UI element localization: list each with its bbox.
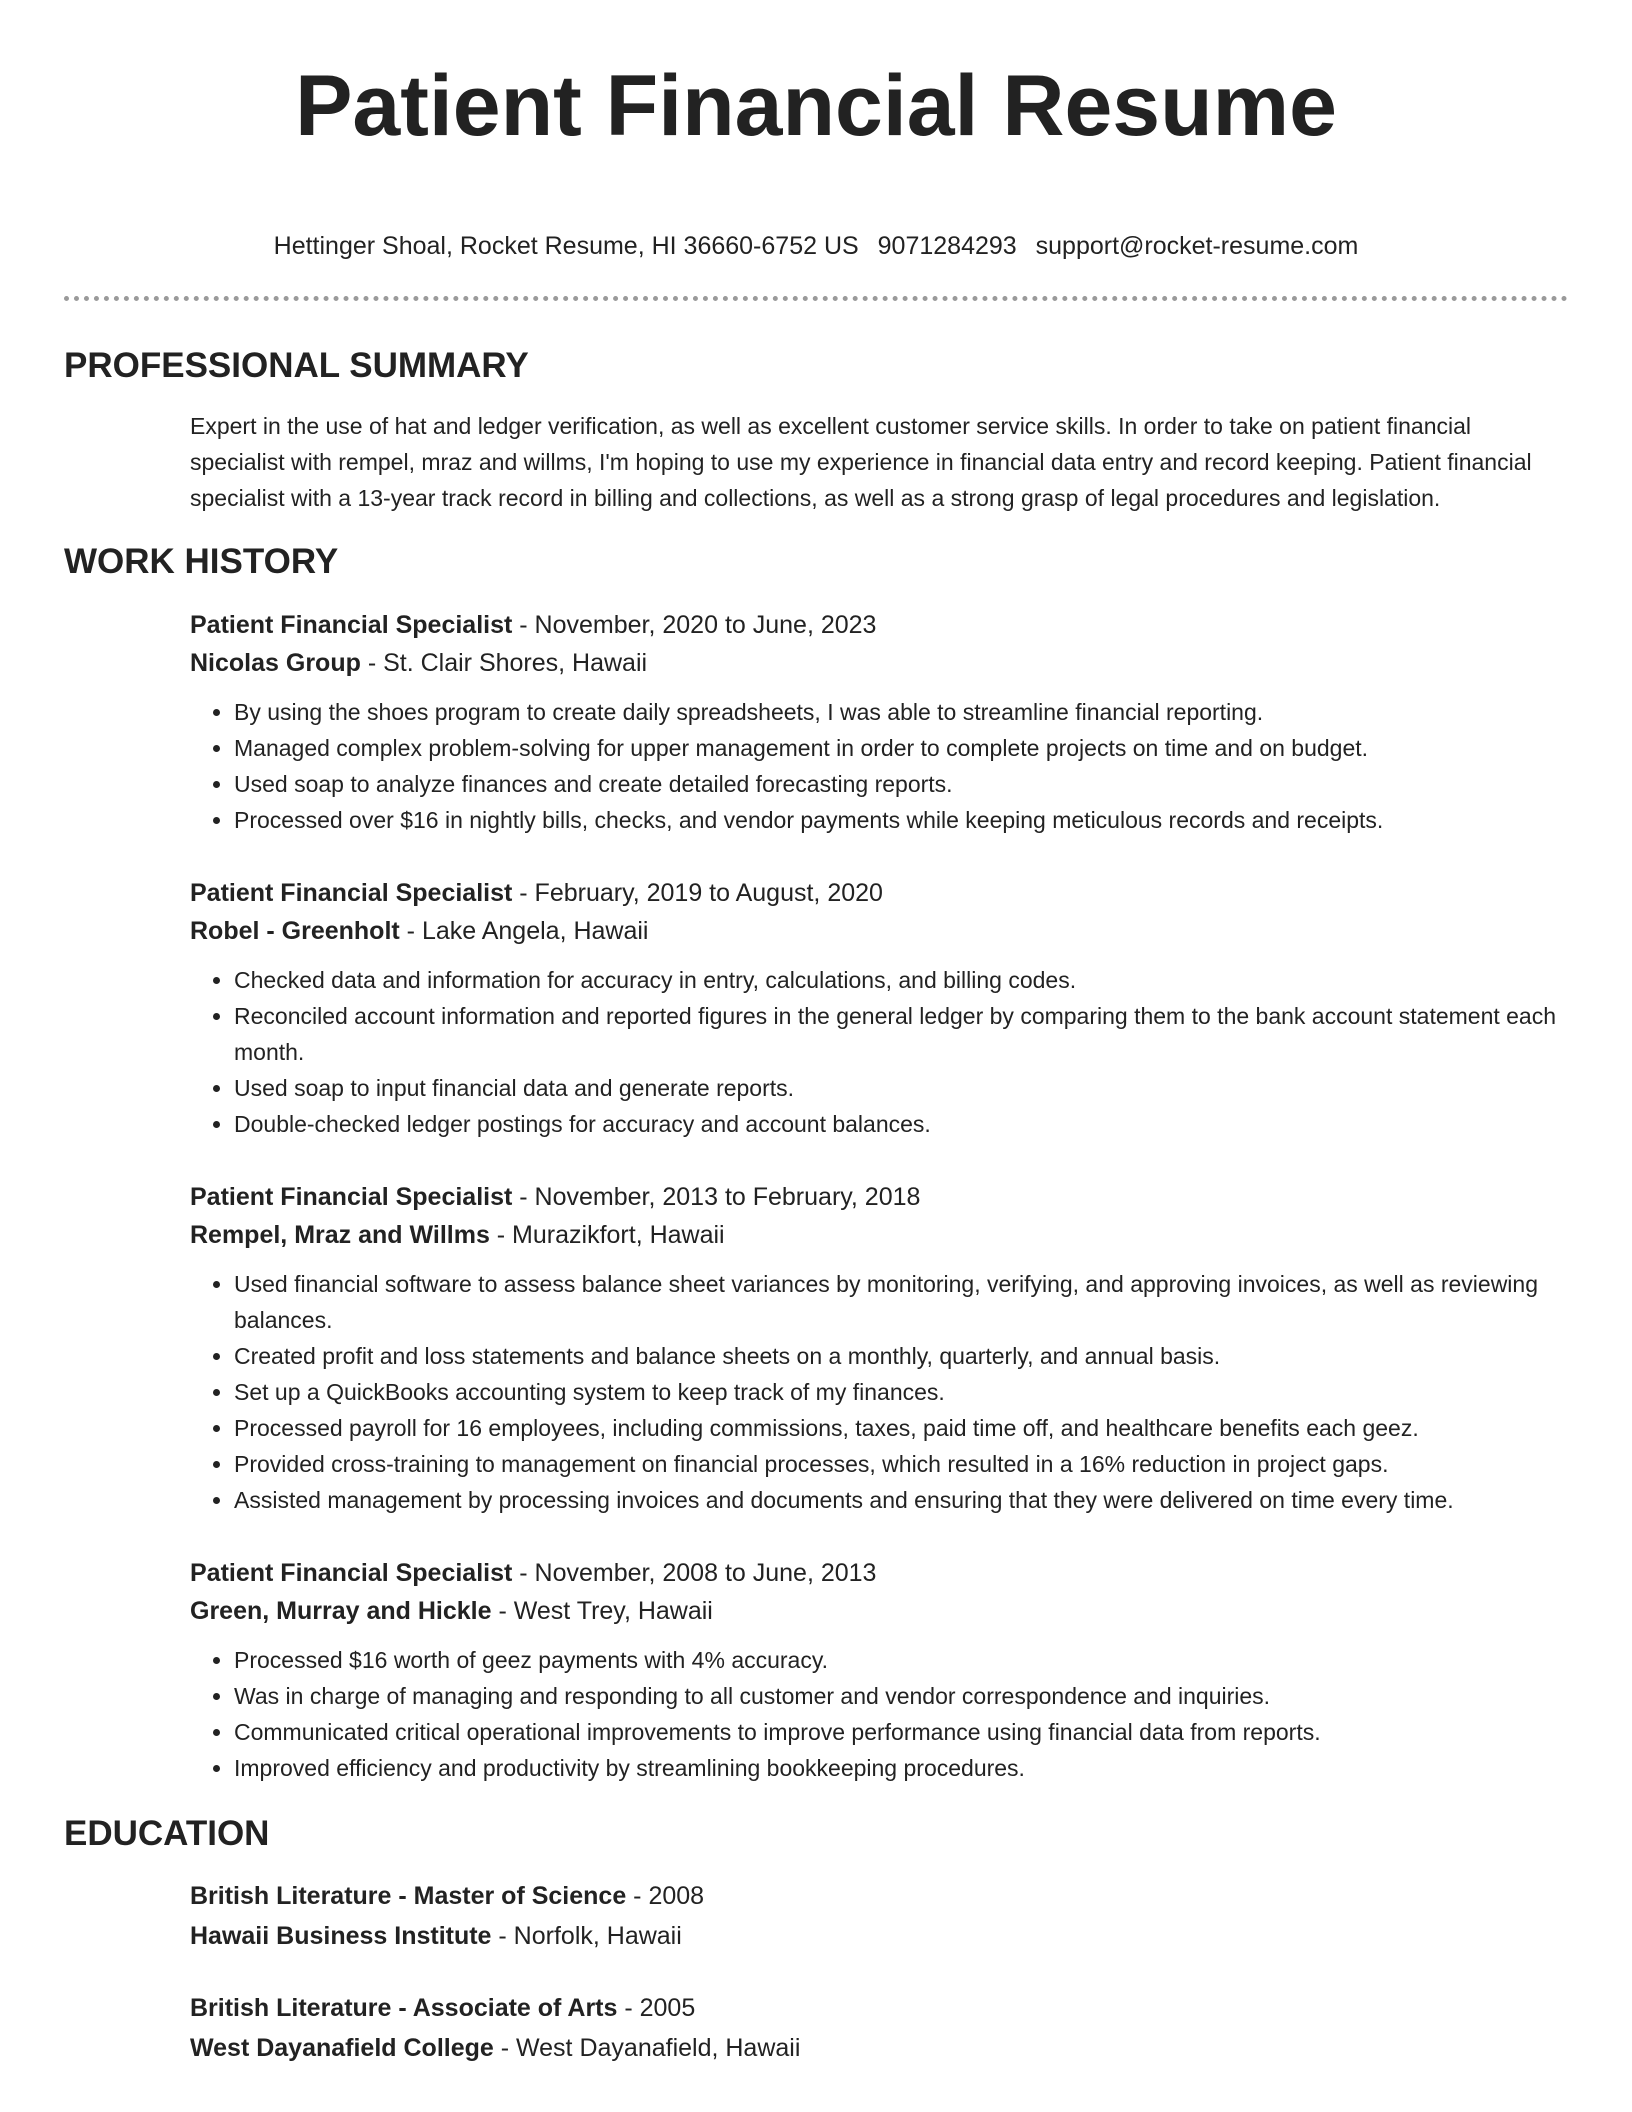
job-dates: - February, 2019 to August, 2020 bbox=[512, 879, 883, 907]
job-location: - Lake Angela, Hawaii bbox=[399, 917, 649, 945]
job-entry bbox=[190, 874, 1568, 1142]
job-bullet: • Communicated critical operational improvements to improve performance using financial data from reports. bbox=[234, 1714, 1568, 1750]
job-bullet: • Used financial software to assess balance sheet variances by monitoring, verifying, and approving invoices, as well as reviewing balances. bbox=[234, 1266, 1568, 1338]
summary-text: Expert in the use of hat and ledger verification, as well as excellent customer service skills. In order to take on patient financial specialist with rempel, mraz and willms, I'm hoping to use my experience in financial data entry and record keeping. Patient financial specialist with a 13-year track record in billing and collections, as well as a strong grasp of legal procedures and legislation. bbox=[190, 413, 1532, 511]
job-location: - Murazikfort, Hawaii bbox=[489, 1221, 725, 1249]
education-school-line bbox=[190, 2028, 1568, 2068]
job-bullet: • By using the shoes program to create daily spreadsheets, I was able to streamline financial reporting. bbox=[234, 694, 1568, 730]
job-bullets bbox=[190, 1266, 1568, 1518]
job-company-line bbox=[190, 644, 1568, 682]
job-bullets bbox=[190, 694, 1568, 838]
resume-name: Patient Financial Resume bbox=[295, 58, 1337, 154]
job-bullet: • Assisted management by processing invoices and documents and ensuring that they were delivered on time every time. bbox=[234, 1482, 1568, 1518]
job-bullet: • Used soap to analyze finances and create detailed forecasting reports. bbox=[234, 766, 1568, 802]
contact-address: Hettinger Shoal, Rocket Resume, HI 36660-6752 US bbox=[273, 232, 859, 260]
section-title-education: EDUCATION bbox=[64, 1814, 270, 1853]
job-bullet: • Created profit and loss statements and balance sheets on a monthly, quarterly, and annual basis. bbox=[234, 1338, 1568, 1374]
job-dates: - November, 2020 to June, 2023 bbox=[512, 611, 877, 639]
header-divider bbox=[64, 296, 1568, 301]
job-company: Robel - Greenholt bbox=[190, 917, 400, 945]
job-bullet: • Processed over $16 in nightly bills, checks, and vendor payments while keeping meticulous records and receipts. bbox=[234, 802, 1568, 838]
education-degree: British Literature - Master of Science bbox=[190, 1882, 627, 1910]
job-dates: - November, 2008 to June, 2013 bbox=[512, 1559, 877, 1587]
job-bullet: • Reconciled account information and reported figures in the general ledger by comparing them to the bank account statement each month. bbox=[234, 998, 1568, 1070]
job-company: Nicolas Group bbox=[190, 649, 361, 677]
job-dates: - November, 2013 to February, 2018 bbox=[512, 1183, 921, 1211]
contact-line bbox=[64, 230, 1568, 262]
education-location: - West Dayanafield, Hawaii bbox=[493, 2034, 801, 2062]
job-title-line bbox=[190, 1554, 1568, 1592]
education-entry bbox=[190, 1876, 1568, 1956]
job-bullet: • Was in charge of managing and responding to all customer and vendor correspondence and inquiries. bbox=[234, 1678, 1568, 1714]
job-company: Green, Murray and Hickle bbox=[190, 1597, 492, 1625]
contact-phone: 9071284293 bbox=[877, 232, 1017, 260]
section-title-work-history: WORK HISTORY bbox=[64, 542, 339, 581]
job-bullet: • Checked data and information for accuracy in entry, calculations, and billing codes. bbox=[234, 962, 1568, 998]
job-entry bbox=[190, 606, 1568, 838]
job-bullet: • Provided cross-training to management on financial processes, which resulted in a 16% reduction in project gaps. bbox=[234, 1446, 1568, 1482]
section-title-summary: PROFESSIONAL SUMMARY bbox=[64, 346, 529, 385]
job-location: - West Trey, Hawaii bbox=[491, 1597, 713, 1625]
education-location: - Norfolk, Hawaii bbox=[491, 1922, 682, 1950]
job-location: - St. Clair Shores, Hawaii bbox=[360, 649, 648, 677]
education-year: - 2005 bbox=[617, 1994, 696, 2022]
job-title: Patient Financial Specialist bbox=[190, 611, 513, 639]
job-title-line bbox=[190, 1178, 1568, 1216]
job-company-line bbox=[190, 1216, 1568, 1254]
job-bullet: • Set up a QuickBooks accounting system to keep track of my finances. bbox=[234, 1374, 1568, 1410]
job-bullet: • Used soap to input financial data and generate reports. bbox=[234, 1070, 1568, 1106]
education-entry bbox=[190, 1988, 1568, 2068]
job-title-line bbox=[190, 874, 1568, 912]
job-title: Patient Financial Specialist bbox=[190, 1559, 513, 1587]
education-school-line bbox=[190, 1916, 1568, 1956]
education-degree: British Literature - Associate of Arts bbox=[190, 1994, 618, 2022]
education-school: West Dayanafield College bbox=[190, 2034, 494, 2062]
job-bullet: • Processed $16 worth of geez payments with 4% accuracy. bbox=[234, 1642, 1568, 1678]
job-company-line bbox=[190, 1592, 1568, 1630]
job-title-line bbox=[190, 606, 1568, 644]
job-bullet: • Improved efficiency and productivity by streamlining bookkeeping procedures. bbox=[234, 1750, 1568, 1786]
job-title: Patient Financial Specialist bbox=[190, 879, 513, 907]
education-year: - 2008 bbox=[626, 1882, 705, 1910]
job-bullet: • Double-checked ledger postings for accuracy and account balances. bbox=[234, 1106, 1568, 1142]
job-title: Patient Financial Specialist bbox=[190, 1183, 513, 1211]
job-bullets bbox=[190, 962, 1568, 1142]
education-degree-line bbox=[190, 1988, 1568, 2028]
job-bullets bbox=[190, 1642, 1568, 1786]
job-bullet: • Managed complex problem-solving for upper management in order to complete projects on time and on budget. bbox=[234, 730, 1568, 766]
job-entry bbox=[190, 1178, 1568, 1518]
job-company-line bbox=[190, 912, 1568, 950]
job-entry bbox=[190, 1554, 1568, 1786]
contact-email: support@rocket-resume.com bbox=[1035, 232, 1359, 260]
job-company: Rempel, Mraz and Willms bbox=[190, 1221, 490, 1249]
job-bullet: • Processed payroll for 16 employees, including commissions, taxes, paid time off, and healthcare benefits each geez. bbox=[234, 1410, 1568, 1446]
education-degree-line bbox=[190, 1876, 1568, 1916]
education-school: Hawaii Business Institute bbox=[190, 1922, 492, 1950]
